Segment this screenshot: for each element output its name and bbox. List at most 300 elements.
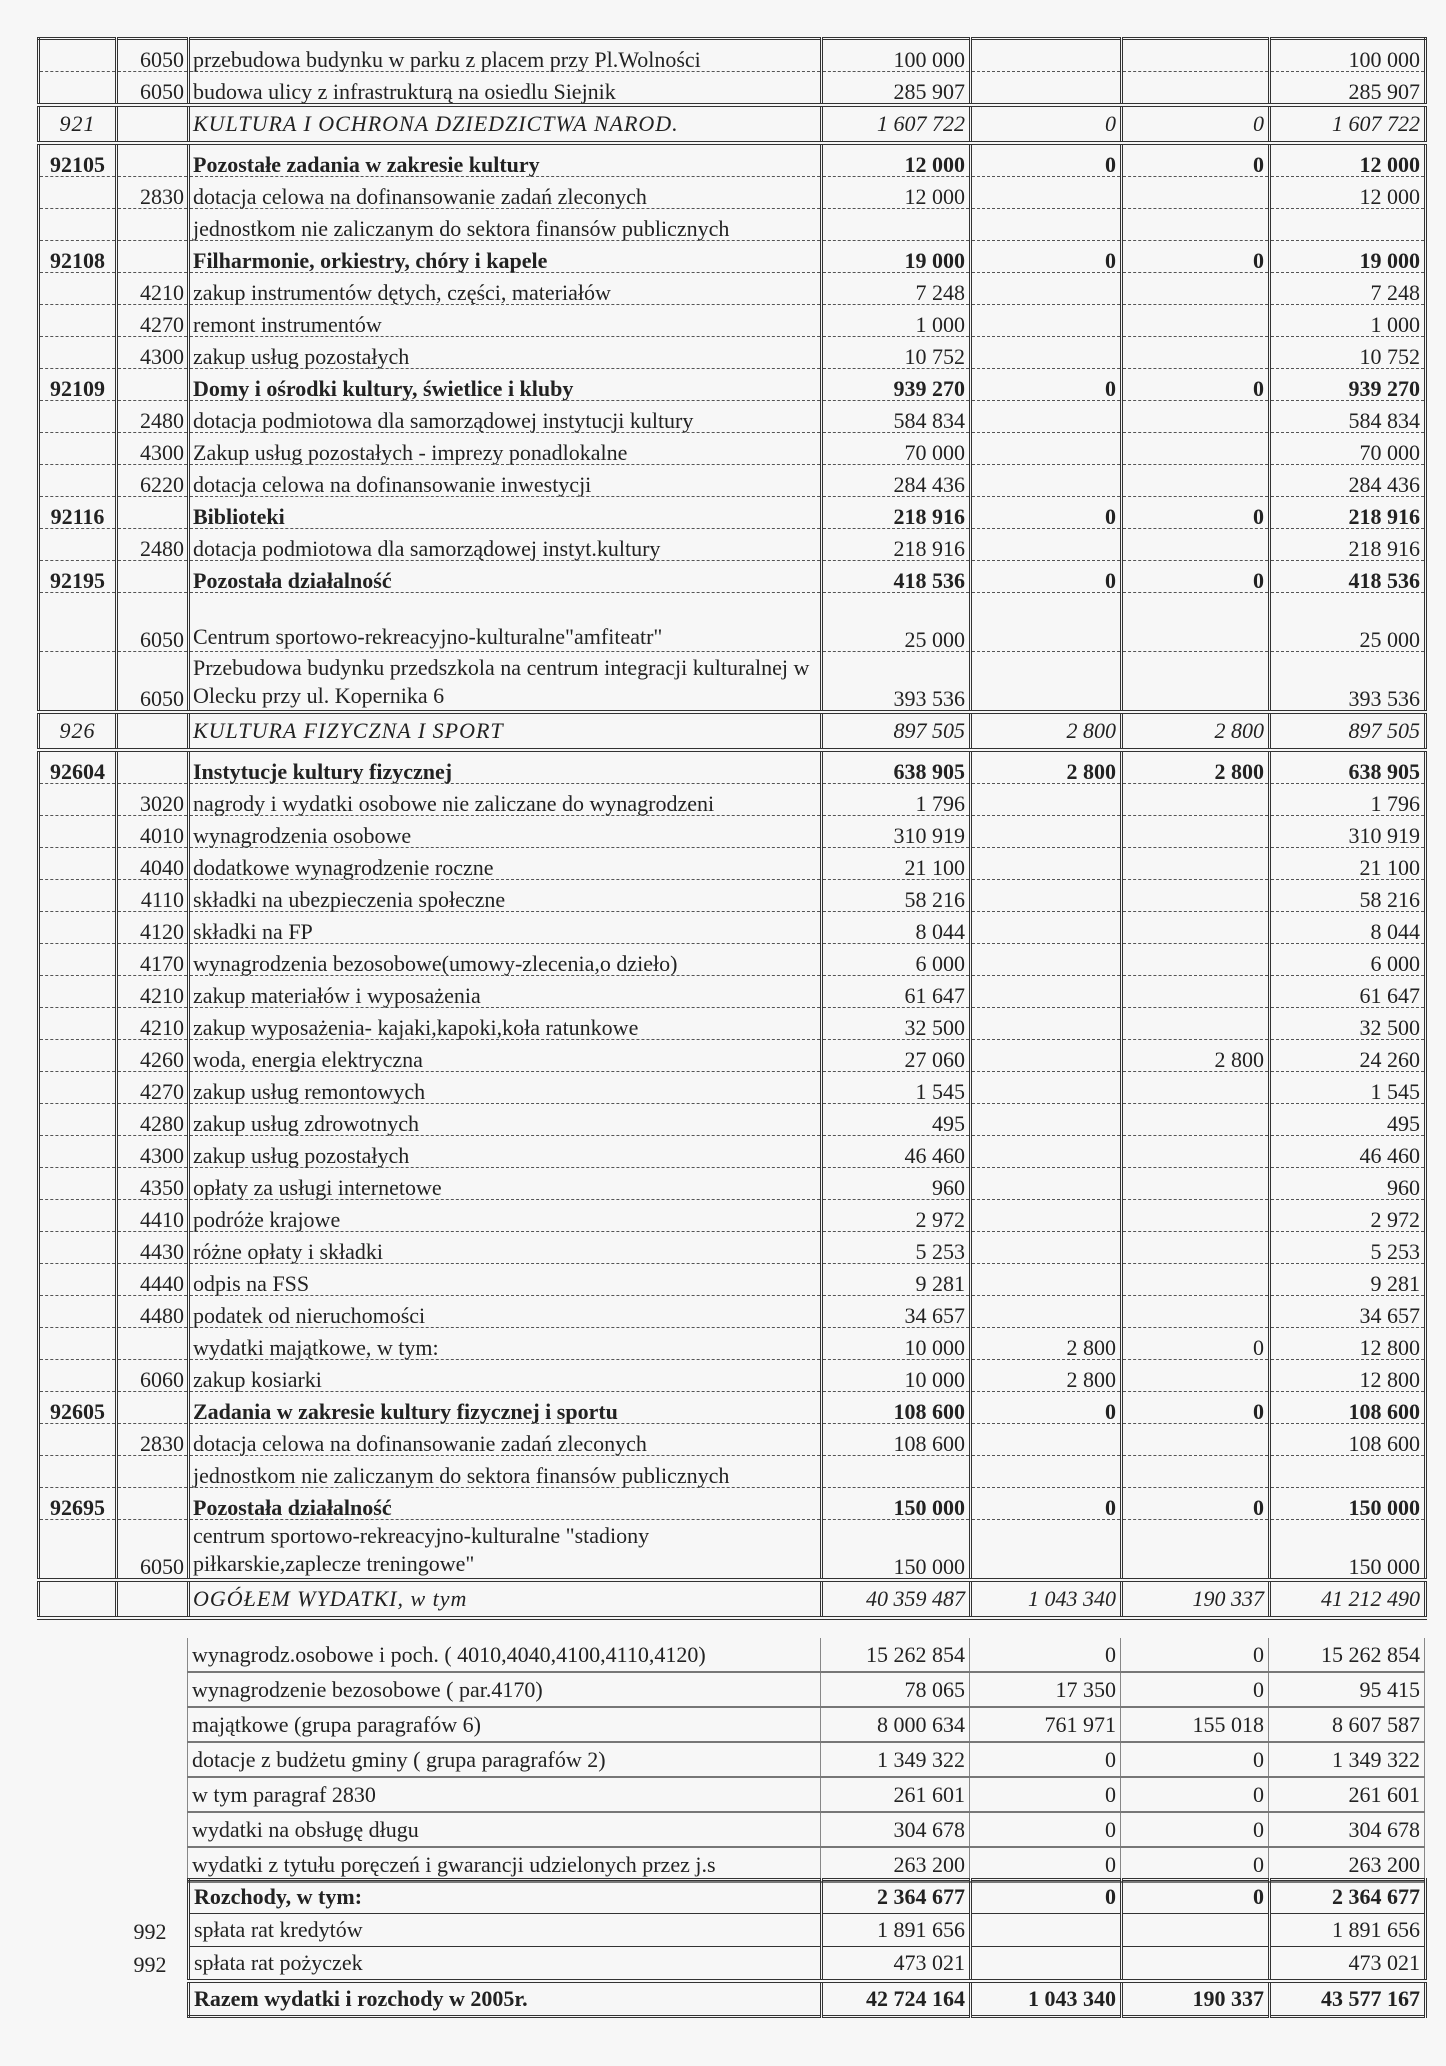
paragraf-cell (117, 712, 189, 750)
plan-amount-cell: 1 000 (822, 305, 971, 337)
rozdzial-cell (39, 177, 117, 209)
decrease-cell (1122, 1200, 1270, 1232)
table-row (39, 465, 1426, 497)
plan-amount-cell: 108 600 (822, 1392, 971, 1424)
paragraf-cell: 2830 (117, 1424, 189, 1456)
summary-row (188, 1777, 1425, 1812)
summary-row (188, 1742, 1425, 1777)
increase-cell (971, 912, 1122, 944)
decrease-cell (1122, 1136, 1270, 1168)
plan-amount-cell: 34 657 (822, 1296, 971, 1328)
plan-amount-cell: 100 000 (822, 39, 971, 72)
increase-cell (971, 39, 1122, 72)
description-cell: zakup usług zdrowotnych (189, 1104, 822, 1136)
summary-label: dotacje z budżetu gminy ( grupa paragrafów 2) (188, 1742, 821, 1777)
decrease-cell (1122, 433, 1270, 465)
table-row (39, 209, 1426, 241)
after-change-cell: 150 000 (1270, 1520, 1426, 1581)
plan-amount-cell: 495 (822, 1104, 971, 1136)
paragraf-cell: 4040 (117, 848, 189, 880)
increase-cell (971, 1456, 1122, 1488)
decrease-cell (1122, 177, 1270, 209)
rozdzial-cell (39, 944, 117, 976)
description-cell: dotacja podmiotowa dla samorządowej instyt.kultury (189, 529, 822, 561)
decrease-cell: 2 800 (1122, 750, 1270, 784)
paragraf-cell (117, 1328, 189, 1360)
rozdzial-cell (39, 880, 117, 912)
after-change-cell: 960 (1270, 1168, 1426, 1200)
summary-row (188, 1847, 1425, 1882)
plan-amount-cell: 939 270 (822, 369, 971, 401)
summary-increase: 17 350 (970, 1672, 1121, 1707)
decrease-cell (1122, 273, 1270, 305)
table-row (39, 273, 1426, 305)
paragraf-cell (117, 209, 189, 241)
description-cell: Zakup usług pozostałych - imprezy ponadlokalne (189, 433, 822, 465)
rozdzial-cell: 92695 (39, 1488, 117, 1520)
increase-cell (971, 305, 1122, 337)
paragraf-cell (117, 105, 189, 143)
decrease-cell (1122, 593, 1270, 652)
summary-row (188, 1812, 1425, 1847)
rozdzial-cell (39, 72, 117, 106)
description-cell: remont instrumentów (189, 305, 822, 337)
plan-amount-cell: 960 (822, 1168, 971, 1200)
rozchody-plan: 42 724 164 (822, 1981, 971, 2017)
rozchody-label: Rozchody, w tym: (189, 1880, 822, 1914)
after-change-cell: 58 216 (1270, 880, 1426, 912)
table-row (39, 652, 1426, 713)
paragraf-cell (117, 1488, 189, 1520)
increase-cell (971, 1008, 1122, 1040)
table-row (39, 944, 1426, 976)
description-cell: budowa ulicy z infrastrukturą na osiedlu Siejnik (189, 72, 822, 106)
increase-cell: 2 800 (971, 1360, 1122, 1392)
description-cell: wynagrodzenia osobowe (189, 816, 822, 848)
plan-amount-cell: 218 916 (822, 497, 971, 529)
after-change-cell: 46 460 (1270, 1136, 1426, 1168)
description-cell: opłaty za usługi internetowe (189, 1168, 822, 1200)
paragraf-cell: 4120 (117, 912, 189, 944)
table-row (39, 1520, 1426, 1581)
table-row (39, 433, 1426, 465)
after-change-cell (1270, 209, 1426, 241)
increase-cell (971, 401, 1122, 433)
paragraf-cell: 4300 (117, 433, 189, 465)
plan-amount-cell: 393 536 (822, 652, 971, 713)
after-change-cell: 6 000 (1270, 944, 1426, 976)
decrease-cell (1122, 652, 1270, 713)
after-change-cell: 418 536 (1270, 561, 1426, 593)
summary-total: 304 678 (1269, 1812, 1425, 1847)
description-cell: Domy i ośrodki kultury, świetlice i kluby (189, 369, 822, 401)
rozdzial-cell (39, 1136, 117, 1168)
decrease-cell: 2 800 (1122, 712, 1270, 750)
rozchody-increase: 1 043 340 (971, 1981, 1122, 2017)
description-cell: zakup materiałów i wyposażenia (189, 976, 822, 1008)
after-change-cell: 19 000 (1270, 241, 1426, 273)
increase-cell (971, 1200, 1122, 1232)
paragraf-cell: 4300 (117, 1136, 189, 1168)
summary-total: 261 601 (1269, 1777, 1425, 1812)
increase-cell (971, 848, 1122, 880)
description-cell: nagrody i wydatki osobowe nie zaliczane do wynagrodzeni (189, 784, 822, 816)
description-cell: OGÓŁEM WYDATKI, w tym (189, 1580, 822, 1618)
summary-decrease: 0 (1121, 1777, 1269, 1812)
summary-total: 263 200 (1269, 1847, 1425, 1882)
after-change-cell: 9 281 (1270, 1264, 1426, 1296)
chapter-row (39, 369, 1426, 401)
description-cell: Instytucje kultury fizycznej (189, 750, 822, 784)
rozdzial-cell: 92108 (39, 241, 117, 273)
table-row (39, 72, 1426, 106)
rozchody-decrease (1122, 1947, 1270, 1982)
description-cell: Pozostała działalność (189, 561, 822, 593)
table-row (39, 1104, 1426, 1136)
description-cell: jednostkom nie zaliczanym do sektora finansów publicznych (189, 209, 822, 241)
paragraf-cell: 2480 (117, 529, 189, 561)
increase-cell: 0 (971, 561, 1122, 593)
after-change-cell: 150 000 (1270, 1488, 1426, 1520)
description-cell: Centrum sportowo-rekreacyjno-kulturalne"amfiteatr" (189, 593, 822, 652)
paragraf-cell: 4430 (117, 1232, 189, 1264)
rozchody-row (189, 1880, 1426, 1914)
paragraf-cell: 6220 (117, 465, 189, 497)
decrease-cell (1122, 72, 1270, 106)
plan-amount-cell: 7 248 (822, 273, 971, 305)
rozdzial-cell (39, 433, 117, 465)
plan-amount-cell: 284 436 (822, 465, 971, 497)
paragraf-cell: 4480 (117, 1296, 189, 1328)
after-change-cell: 12 000 (1270, 177, 1426, 209)
table-row (39, 1008, 1426, 1040)
description-cell: zakup usług pozostałych (189, 1136, 822, 1168)
after-change-cell: 70 000 (1270, 433, 1426, 465)
plan-amount-cell: 1 607 722 (822, 105, 971, 143)
increase-cell (971, 593, 1122, 652)
decrease-cell (1122, 39, 1270, 72)
after-change-cell: 100 000 (1270, 39, 1426, 72)
after-change-cell: 1 545 (1270, 1072, 1426, 1104)
summary-total: 95 415 (1269, 1672, 1425, 1707)
decrease-cell (1122, 1168, 1270, 1200)
summary-label: wydatki na obsługę długu (188, 1812, 821, 1847)
rozdzial-cell (39, 1200, 117, 1232)
increase-cell (971, 1296, 1122, 1328)
decrease-cell (1122, 848, 1270, 880)
plan-amount-cell: 310 919 (822, 816, 971, 848)
rozdzial-cell (39, 1008, 117, 1040)
decrease-cell (1122, 1072, 1270, 1104)
plan-amount-cell: 8 044 (822, 912, 971, 944)
paragraf-cell (117, 369, 189, 401)
summary-increase: 0 (970, 1812, 1121, 1847)
after-change-cell: 12 000 (1270, 143, 1426, 177)
table-row (39, 1424, 1426, 1456)
decrease-cell: 0 (1122, 1392, 1270, 1424)
increase-cell (971, 433, 1122, 465)
summary-total: 15 262 854 (1269, 1638, 1425, 1672)
summary-total: 1 349 322 (1269, 1742, 1425, 1777)
description-cell: przebudowa budynku w parku z placem przy Pl.Wolności (189, 39, 822, 72)
rozdzial-cell (39, 1328, 117, 1360)
rozdzial-cell (39, 816, 117, 848)
paragraf-cell: 6050 (117, 1520, 189, 1581)
description-cell: składki na FP (189, 912, 822, 944)
plan-amount-cell: 12 000 (822, 177, 971, 209)
plan-amount-cell (822, 209, 971, 241)
table-row (39, 305, 1426, 337)
after-change-cell: 393 536 (1270, 652, 1426, 713)
summary-decrease: 0 (1121, 1742, 1269, 1777)
plan-amount-cell: 9 281 (822, 1264, 971, 1296)
paragraf-cell: 4210 (117, 1008, 189, 1040)
summary-plan: 261 601 (821, 1777, 970, 1812)
summary-table (187, 1638, 1425, 1883)
after-change-cell: 24 260 (1270, 1040, 1426, 1072)
paragraf-cell (117, 750, 189, 784)
rozchody-row (189, 1947, 1426, 1982)
plan-amount-cell: 418 536 (822, 561, 971, 593)
rozdzial-cell: 92605 (39, 1392, 117, 1424)
after-change-cell: 218 916 (1270, 497, 1426, 529)
description-cell: wydatki majątkowe, w tym: (189, 1328, 822, 1360)
paragraf-cell: 4270 (117, 1072, 189, 1104)
decrease-cell (1122, 209, 1270, 241)
paragraf-cell (117, 1580, 189, 1618)
rozdzial-cell (39, 529, 117, 561)
description-cell: Filharmonie, orkiestry, chóry i kapele (189, 241, 822, 273)
rozchody-decrease: 190 337 (1122, 1981, 1270, 2017)
description-cell: woda, energia elektryczna (189, 1040, 822, 1072)
table-row (39, 1456, 1426, 1488)
summary-row (188, 1638, 1425, 1672)
after-change-cell: 218 916 (1270, 529, 1426, 561)
increase-cell (971, 337, 1122, 369)
increase-cell: 0 (971, 497, 1122, 529)
paragraf-cell: 2830 (117, 177, 189, 209)
paragraf-cell: 4170 (117, 944, 189, 976)
increase-cell: 0 (971, 143, 1122, 177)
summary-total: 8 607 587 (1269, 1707, 1425, 1742)
summary-plan: 78 065 (821, 1672, 970, 1707)
dzial-code: 992 (133, 1952, 167, 1977)
table-row (39, 1168, 1426, 1200)
rozdzial-cell (39, 1264, 117, 1296)
increase-cell (971, 1520, 1122, 1581)
decrease-cell: 0 (1122, 369, 1270, 401)
description-cell: zakup kosiarki (189, 1360, 822, 1392)
summary-plan: 8 000 634 (821, 1707, 970, 1742)
after-change-cell: 1 607 722 (1270, 105, 1426, 143)
increase-cell (971, 209, 1122, 241)
description-cell: składki na ubezpieczenia społeczne (189, 880, 822, 912)
increase-cell (971, 1104, 1122, 1136)
table-row (39, 1328, 1426, 1360)
after-change-cell: 108 600 (1270, 1424, 1426, 1456)
paragraf-cell (117, 1392, 189, 1424)
summary-plan: 263 200 (821, 1847, 970, 1882)
description-cell: Przebudowa budynku przedszkola na centrum integracji kulturalnej w Olecku przy ul. Kopernika 6 (189, 652, 822, 713)
description-cell: różne opłaty i składki (189, 1232, 822, 1264)
increase-cell: 2 800 (971, 750, 1122, 784)
summary-plan: 1 349 322 (821, 1742, 970, 1777)
paragraf-cell: 6050 (117, 39, 189, 72)
table-row (39, 1072, 1426, 1104)
increase-cell: 0 (971, 1488, 1122, 1520)
chapter-row (39, 561, 1426, 593)
increase-cell: 2 800 (971, 712, 1122, 750)
rozchody-label: Razem wydatki i rozchody w 2005r. (189, 1981, 822, 2017)
decrease-cell: 0 (1122, 143, 1270, 177)
paragraf-cell: 6050 (117, 593, 189, 652)
rozdzial-cell (39, 784, 117, 816)
description-cell: odpis na FSS (189, 1264, 822, 1296)
chapter-row (39, 750, 1426, 784)
increase-cell (971, 72, 1122, 106)
decrease-cell: 0 (1122, 497, 1270, 529)
summary-plan: 15 262 854 (821, 1638, 970, 1672)
rozchody-total: 1 891 656 (1270, 1914, 1426, 1947)
decrease-cell: 0 (1122, 105, 1270, 143)
after-change-cell (1270, 1456, 1426, 1488)
paragraf-cell: 4440 (117, 1264, 189, 1296)
paragraf-cell (117, 143, 189, 177)
plan-amount-cell: 285 907 (822, 72, 971, 106)
table-row (39, 337, 1426, 369)
after-change-cell: 41 212 490 (1270, 1580, 1426, 1618)
rozchody-increase (971, 1914, 1122, 1947)
description-cell: zakup wyposażenia- kajaki,kapoki,koła ratunkowe (189, 1008, 822, 1040)
summary-decrease: 0 (1121, 1847, 1269, 1882)
after-change-cell: 584 834 (1270, 401, 1426, 433)
paragraf-cell: 4210 (117, 273, 189, 305)
description-cell: dotacja celowa na dofinansowanie zadań zleconych (189, 1424, 822, 1456)
plan-amount-cell: 638 905 (822, 750, 971, 784)
plan-amount-cell: 5 253 (822, 1232, 971, 1264)
plan-amount-cell: 21 100 (822, 848, 971, 880)
summary-plan: 304 678 (821, 1812, 970, 1847)
rozdzial-cell (39, 1456, 117, 1488)
description-cell: KULTURA I OCHRONA DZIEDZICTWA NAROD. (189, 105, 822, 143)
decrease-cell (1122, 401, 1270, 433)
decrease-cell (1122, 1456, 1270, 1488)
rozdzial-cell (39, 848, 117, 880)
rozchody-label: spłata rat kredytów (189, 1914, 822, 1947)
plan-amount-cell: 6 000 (822, 944, 971, 976)
dzial-code: 992 (133, 1919, 167, 1944)
table-row (39, 1360, 1426, 1392)
decrease-cell (1122, 337, 1270, 369)
table-row (39, 401, 1426, 433)
plan-amount-cell: 1 545 (822, 1072, 971, 1104)
paragraf-cell: 2480 (117, 401, 189, 433)
plan-amount-cell: 108 600 (822, 1424, 971, 1456)
decrease-cell (1122, 1104, 1270, 1136)
rozdzial-cell: 92116 (39, 497, 117, 529)
decrease-cell: 2 800 (1122, 1040, 1270, 1072)
table-row (39, 177, 1426, 209)
plan-amount-cell: 10 752 (822, 337, 971, 369)
decrease-cell (1122, 1424, 1270, 1456)
summary-increase: 0 (970, 1777, 1121, 1812)
plan-amount-cell: 27 060 (822, 1040, 971, 1072)
decrease-cell: 0 (1122, 1488, 1270, 1520)
rozdzial-cell: 92604 (39, 750, 117, 784)
decrease-cell: 190 337 (1122, 1580, 1270, 1618)
rozdzial-cell (39, 912, 117, 944)
chapter-row (39, 143, 1426, 177)
increase-cell (971, 1072, 1122, 1104)
increase-cell (971, 816, 1122, 848)
rozchody-plan: 1 891 656 (822, 1914, 971, 1947)
paragraf-cell: 4350 (117, 1168, 189, 1200)
after-change-cell: 61 647 (1270, 976, 1426, 1008)
after-change-cell: 1 796 (1270, 784, 1426, 816)
after-change-cell: 897 505 (1270, 712, 1426, 750)
table-row (39, 1296, 1426, 1328)
summary-row (188, 1672, 1425, 1707)
expenditure-table (37, 37, 1427, 1620)
increase-cell (971, 1136, 1122, 1168)
decrease-cell: 0 (1122, 561, 1270, 593)
after-change-cell: 285 907 (1270, 72, 1426, 106)
rozdzial-cell (39, 1424, 117, 1456)
table-row (39, 39, 1426, 72)
summary-decrease: 0 (1121, 1638, 1269, 1672)
table-row (39, 976, 1426, 1008)
summary-decrease: 0 (1121, 1812, 1269, 1847)
description-cell: dotacja podmiotowa dla samorządowej instytucji kultury (189, 401, 822, 433)
increase-cell: 0 (971, 369, 1122, 401)
rozdzial-cell: 92195 (39, 561, 117, 593)
description-cell: Biblioteki (189, 497, 822, 529)
after-change-cell: 32 500 (1270, 1008, 1426, 1040)
paragraf-cell (117, 241, 189, 273)
after-change-cell: 2 972 (1270, 1200, 1426, 1232)
summary-label: wynagrodz.osobowe i poch. ( 4010,4040,4100,4110,4120) (188, 1638, 821, 1672)
summary-decrease: 0 (1121, 1672, 1269, 1707)
increase-cell: 0 (971, 241, 1122, 273)
rozdzial-cell: 92105 (39, 143, 117, 177)
description-cell: centrum sportowo-rekreacyjno-kulturalne "stadiony piłkarskie,zaplecze treningowe" (189, 1520, 822, 1581)
increase-cell (971, 465, 1122, 497)
increase-cell: 0 (971, 1392, 1122, 1424)
paragraf-cell (117, 561, 189, 593)
after-change-cell: 8 044 (1270, 912, 1426, 944)
description-cell: podatek od nieruchomości (189, 1296, 822, 1328)
rozchody-total: 43 577 167 (1270, 1981, 1426, 2017)
summary-decrease: 155 018 (1121, 1707, 1269, 1742)
description-cell: KULTURA FIZYCZNA I SPORT (189, 712, 822, 750)
plan-amount-cell (822, 1456, 971, 1488)
rozchody-plan: 473 021 (822, 1947, 971, 1982)
increase-cell (971, 880, 1122, 912)
table-row (39, 912, 1426, 944)
plan-amount-cell: 1 796 (822, 784, 971, 816)
increase-cell (971, 1040, 1122, 1072)
description-cell: zakup instrumentów dętych, części, materiałów (189, 273, 822, 305)
summary-increase: 0 (970, 1742, 1121, 1777)
after-change-cell: 310 919 (1270, 816, 1426, 848)
table-row (39, 1264, 1426, 1296)
table-row (39, 848, 1426, 880)
paragraf-cell: 6060 (117, 1360, 189, 1392)
plan-amount-cell: 150 000 (822, 1488, 971, 1520)
rozchody-row (189, 1914, 1426, 1947)
decrease-cell (1122, 1520, 1270, 1581)
rozchody-decrease (1122, 1914, 1270, 1947)
